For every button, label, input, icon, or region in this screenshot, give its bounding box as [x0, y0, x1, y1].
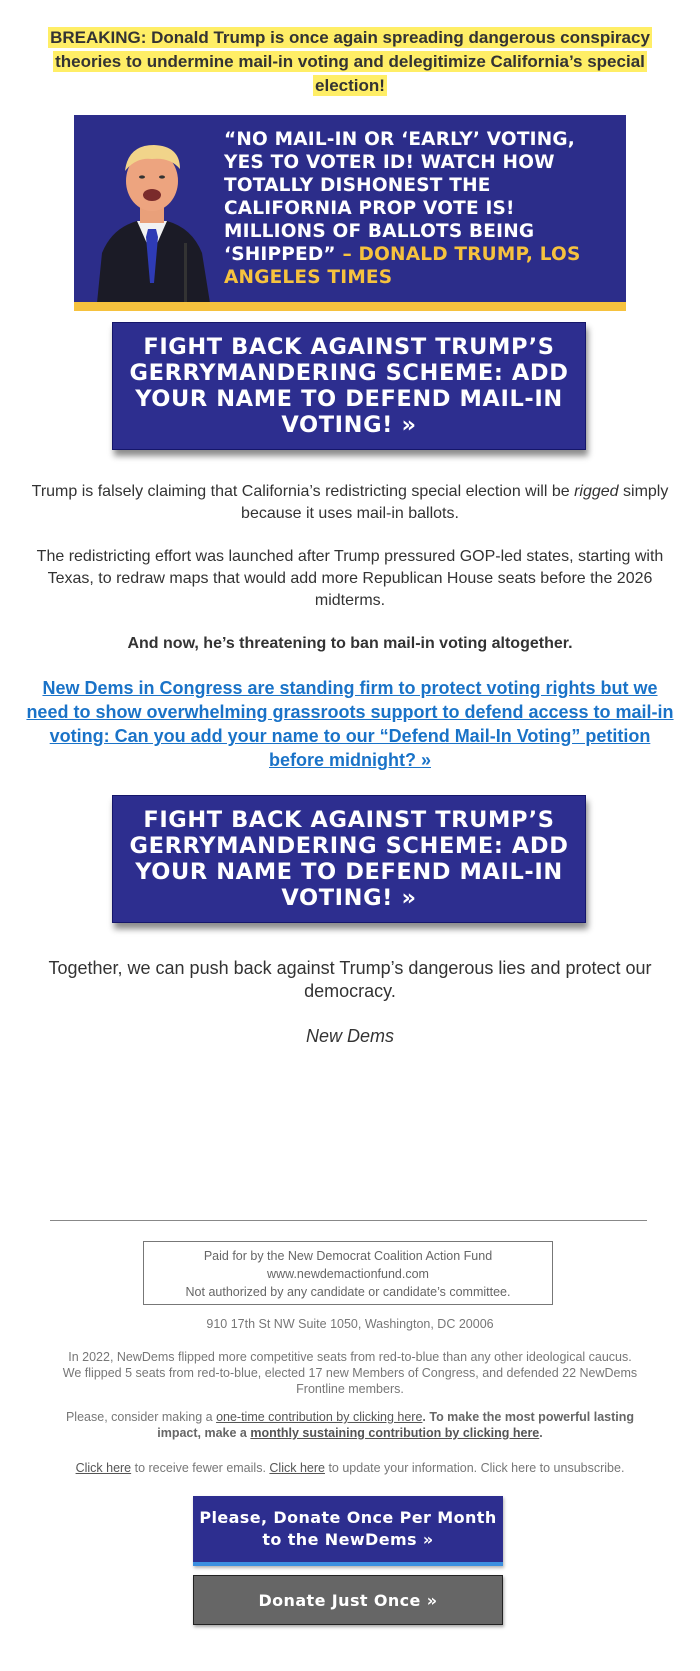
- banner-quote: [224, 128, 619, 289]
- petition-link[interactable]: New Dems in Congress are standing firm to protect voting rights but we need to show overwhelming grassroots support to defend access to mail-in voting: Can you add your name to our “Defend Mail-In Voting” petition before midnight? »: [26, 678, 674, 770]
- paid-for-text: Paid for by the New Democrat Coalition Action Fund: [203, 1249, 493, 1263]
- quote-banner[interactable]: [74, 115, 626, 311]
- fewer-emails-link[interactable]: Click here: [75, 1461, 132, 1475]
- website-text: www.newdemactionfund.com: [267, 1267, 429, 1281]
- contrib-end: .: [539, 1426, 543, 1440]
- donate-once-button[interactable]: Donate Just Once »: [193, 1575, 503, 1625]
- unsubscribe-text[interactable]: to update your information. Click here to unsubscribe.: [324, 1461, 625, 1475]
- body-paragraph-2: The redistricting effort was launched after Trump pressured GOP-led states, starting with Texas, to redraw maps that would add more Republican House seats before the 2026 midterms.: [36, 548, 664, 609]
- banner-quote-attribution: – DONALD TRUMP, LOS ANGELES TIMES: [224, 244, 581, 288]
- monthly-contribution-link[interactable]: monthly sustaining contribution by clicking here: [250, 1426, 540, 1440]
- record-paragraph: In 2022, NewDems flipped more competitive seats from red-to-blue than any other ideological caucus. We flipped 5 seats from red-to-blue, elected 17 new Members of Congress, and defended 22 NewDems Frontline members.: [62, 1350, 638, 1396]
- banner-stripe: [74, 302, 626, 311]
- fewer-emails-text: to receive fewer emails.: [131, 1461, 270, 1475]
- breaking-headline: [20, 26, 680, 98]
- signature: New Dems: [305, 1026, 394, 1046]
- p1-start: Trump is falsely claiming that California’s redistricting special election will be: [31, 483, 575, 500]
- headline-text: BREAKING: Donald Trump is once again spreading dangerous conspiracy theories to undermine mail-in voting and delegitimize California’s special election!: [50, 28, 650, 95]
- banner-quote-white: “NO MAIL-IN OR ‘EARLY’ VOTING, YES TO VOTER ID! WATCH HOW TOTALLY DISHONEST THE CALIFORNIA PROP VOTE IS! MILLIONS OF BALLOTS BEING ‘SHIPPED”: [224, 129, 576, 265]
- trump-photo: [92, 133, 212, 303]
- update-info-link[interactable]: Click here: [269, 1461, 325, 1475]
- contrib-pre: Please, consider making a: [65, 1410, 217, 1424]
- one-time-contribution-link[interactable]: one-time contribution by clicking here: [216, 1410, 423, 1424]
- p1-end: simply because it uses mail-in ballots.: [241, 483, 669, 522]
- body-paragraph-1: [20, 481, 680, 525]
- donate-monthly-button[interactable]: Please, Donate Once Per Month to the NewDems »: [193, 1496, 503, 1566]
- paid-for-disclaimer: [143, 1241, 553, 1305]
- contribution-paragraph: [60, 1409, 640, 1441]
- petition-cta-button[interactable]: FIGHT BACK AGAINST TRUMP’S GERRYMANDERING SCHEME: ADD YOUR NAME TO DEFEND MAIL-IN VOTING! »: [112, 322, 586, 450]
- petition-link-paragraph: [24, 677, 676, 773]
- footer-divider: [50, 1220, 647, 1221]
- closing-paragraph: Together, we can push back against Trump’s dangerous lies and protect our democracy.: [48, 958, 652, 1001]
- contrib-mid: . To make the most powerful lasting impact, make a: [157, 1410, 635, 1440]
- email-preferences: [60, 1460, 640, 1476]
- mailing-address: 910 17th St NW Suite 1050, Washington, DC 20006: [206, 1317, 494, 1331]
- body-paragraph-3: And now, he’s threatening to ban mail-in voting altogether.: [127, 635, 573, 652]
- not-authorized-text: Not authorized by any candidate or candidate’s committee.: [185, 1285, 511, 1299]
- petition-cta-button-2[interactable]: FIGHT BACK AGAINST TRUMP’S GERRYMANDERING SCHEME: ADD YOUR NAME TO DEFEND MAIL-IN VOTING! »: [112, 795, 586, 923]
- p1-italic: rigged: [574, 483, 619, 500]
